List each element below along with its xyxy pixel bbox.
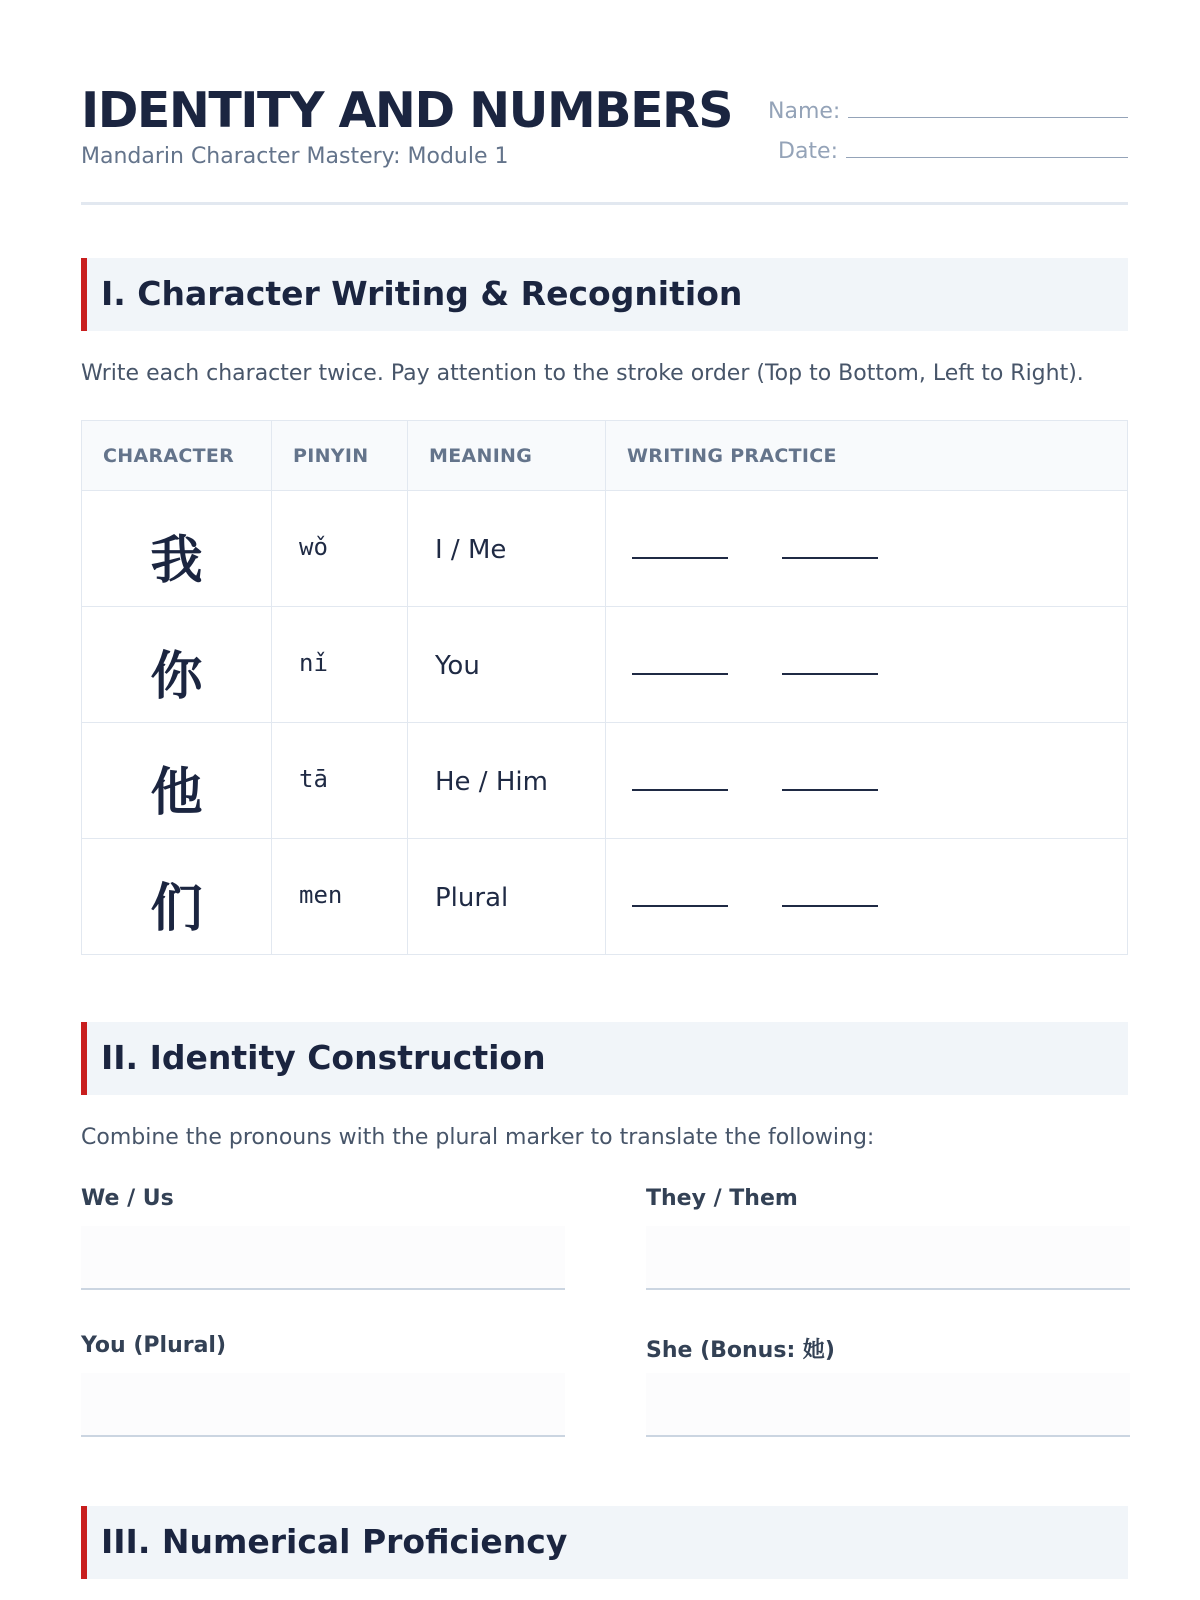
answer-field-you-plural[interactable] <box>81 1373 565 1437</box>
meaning-cell <box>407 723 605 838</box>
section-heading-numerical-proficiency <box>81 1506 1128 1579</box>
table-row <box>82 606 1127 722</box>
answer-field-we-us[interactable] <box>81 1226 565 1290</box>
pinyin-cell <box>271 723 407 838</box>
writing-blank[interactable] <box>632 905 728 907</box>
meaning-cell <box>407 839 605 954</box>
section-heading-text: III. Numerical Proficiency <box>101 1522 568 1561</box>
column-header-writing-practice <box>605 421 1127 490</box>
header-divider <box>81 202 1128 205</box>
hanzi-character: 他 <box>150 763 203 823</box>
writing-blank[interactable] <box>782 557 878 559</box>
character-cell <box>82 839 271 954</box>
writing-practice-cell <box>605 839 1127 954</box>
date-row <box>768 124 1128 164</box>
character-cell <box>82 723 271 838</box>
meaning-text: You <box>435 651 480 681</box>
writing-blank[interactable] <box>632 789 728 791</box>
date-label: Date: <box>778 139 838 164</box>
pinyin-text: tā <box>299 765 328 793</box>
section-heading-text: II. Identity Construction <box>101 1038 546 1077</box>
name-field[interactable] <box>848 90 1128 118</box>
hanzi-character: 们 <box>150 879 203 939</box>
column-header-pinyin <box>271 421 407 490</box>
table-row <box>82 722 1127 838</box>
section-instructions: Write each character twice. Pay attention to the stroke order (Top to Bottom, Left to Right). <box>81 361 1084 386</box>
pinyin-text: nǐ <box>299 649 328 677</box>
hanzi-character: 我 <box>150 531 203 591</box>
column-header-meaning <box>407 421 605 490</box>
column-header-label: MEANING <box>429 445 533 467</box>
page-subtitle: Mandarin Character Mastery: Module 1 <box>81 144 509 169</box>
table-header-row <box>82 421 1127 490</box>
writing-blank[interactable] <box>632 557 728 559</box>
name-row <box>768 84 1128 124</box>
field-label-you-plural: You (Plural) <box>81 1333 227 1358</box>
field-label-she-bonus: She (Bonus: 她) <box>646 1338 835 1363</box>
meaning-text: Plural <box>435 883 509 913</box>
field-label-they-them: They / Them <box>646 1186 798 1211</box>
column-header-label: CHARACTER <box>103 445 235 467</box>
character-table <box>81 420 1128 955</box>
pinyin-cell <box>271 839 407 954</box>
date-field[interactable] <box>846 130 1128 158</box>
section-instructions: Combine the pronouns with the plural marker to translate the following: <box>81 1125 875 1150</box>
pinyin-text: men <box>299 881 343 909</box>
hanzi-character: 你 <box>150 647 203 707</box>
character-cell <box>82 607 271 722</box>
worksheet-header <box>81 78 1128 204</box>
name-label: Name: <box>768 99 841 124</box>
meaning-text: He / Him <box>435 767 548 797</box>
meaning-cell <box>407 491 605 606</box>
writing-blank[interactable] <box>782 789 878 791</box>
writing-blank[interactable] <box>632 673 728 675</box>
column-header-character <box>82 421 271 490</box>
table-row <box>82 838 1127 954</box>
writing-practice-cell <box>605 723 1127 838</box>
meaning-cell <box>407 607 605 722</box>
writing-practice-cell <box>605 607 1127 722</box>
field-label-we-us: We / Us <box>81 1186 174 1211</box>
student-meta <box>768 84 1128 164</box>
meaning-text: I / Me <box>435 535 507 565</box>
writing-practice-cell <box>605 491 1127 606</box>
answer-field-they-them[interactable] <box>646 1226 1130 1290</box>
section-heading-character-writing <box>81 258 1128 331</box>
writing-blank[interactable] <box>782 905 878 907</box>
pinyin-cell <box>271 491 407 606</box>
column-header-label: PINYIN <box>293 445 369 467</box>
section-heading-identity-construction <box>81 1022 1128 1095</box>
writing-blank[interactable] <box>782 673 878 675</box>
pinyin-text: wǒ <box>299 533 328 561</box>
column-header-label: WRITING PRACTICE <box>627 445 837 467</box>
page-title: IDENTITY AND NUMBERS <box>81 82 733 139</box>
table-row <box>82 490 1127 606</box>
pinyin-cell <box>271 607 407 722</box>
section-heading-text: I. Character Writing & Recognition <box>101 274 743 313</box>
character-cell <box>82 491 271 606</box>
answer-field-she-bonus[interactable] <box>646 1373 1130 1437</box>
